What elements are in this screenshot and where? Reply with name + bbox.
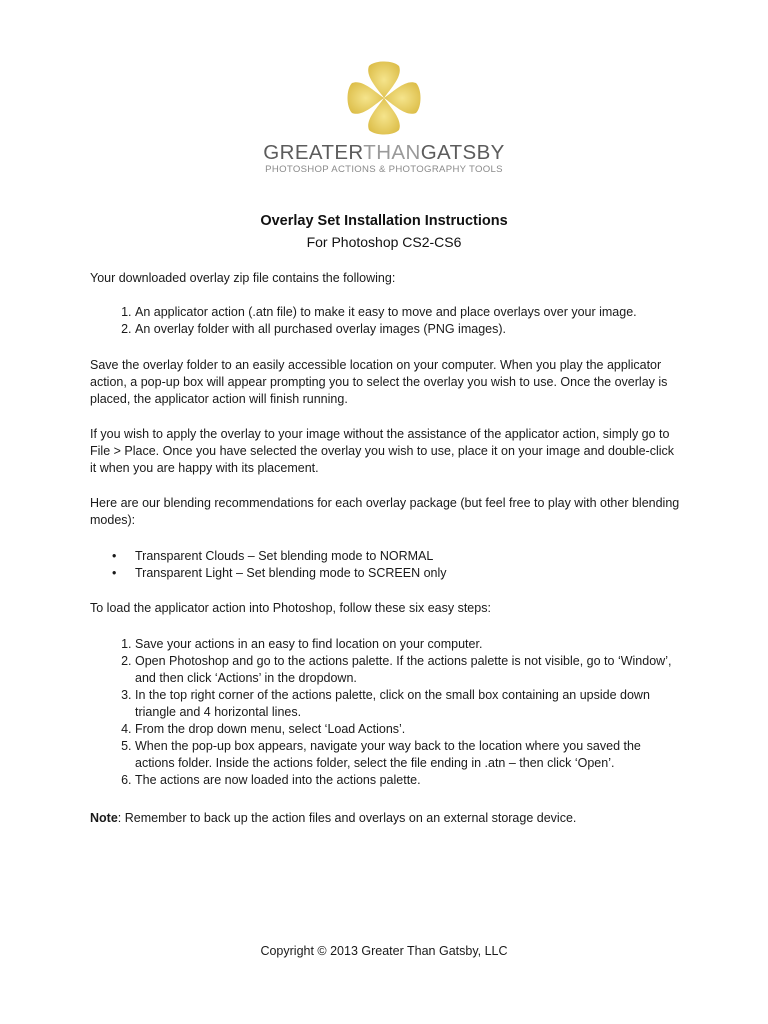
brand-tagline: PHOTOSHOP ACTIONS & PHOTOGRAPHY TOOLS [265, 164, 503, 175]
list-item: 6. The actions are now loaded into the actions palette. [135, 772, 680, 789]
list-item: 3. In the top right corner of the actions palette, click on the small box containing an upside down triangle and 4 horizontal lines. [135, 687, 680, 721]
list-item: 1. Save your actions in an easy to find location on your computer. [135, 636, 680, 653]
gold-cross-pattee-logo-icon [347, 60, 421, 136]
list-item: 5. When the pop-up box appears, navigate your way back to the location where you saved the actions folder. Inside the actions folder, select the file ending in .atn – then click ‘Open’. [135, 738, 680, 772]
list-item: 2. Open Photoshop and go to the actions palette. If the actions palette is not visible, go to ‘Window’, and then click ‘Actions’ in the dropdown. [135, 653, 680, 687]
contents-list [90, 304, 680, 338]
brand-name-part3: GATSBY [420, 141, 505, 164]
list-item: 2. An overlay folder with all purchased overlay images (PNG images). [135, 321, 680, 338]
brand-name-part1: GREATER [263, 141, 364, 164]
blend-paragraph: Here are our blending recommendations for each overlay package (but feel free to play with other blending modes): [90, 496, 680, 527]
brand-name-part2: THAN [363, 141, 421, 164]
page-title: Overlay Set Installation Instructions [260, 213, 508, 229]
blend-list [90, 548, 680, 582]
steps-intro: To load the applicator action into Photoshop, follow these six easy steps: [90, 601, 491, 615]
list-item: 1. An applicator action (.atn file) to make it easy to move and place overlays over your image. [135, 304, 680, 321]
list-item: 4. From the drop down menu, select ‘Load Actions’. [135, 721, 680, 738]
list-item: • Transparent Clouds – Set blending mode to NORMAL [135, 548, 680, 565]
intro-paragraph: Your downloaded overlay zip file contains the following: [90, 271, 396, 285]
manual-paragraph: If you wish to apply the overlay to your image without the assistance of the applicator action, simply go to File > Place. Once you have selected the overlay you wish to use, place it on your image and double-click it when you are happy with its placement. [90, 427, 675, 475]
note-text: : Remember to back up the action files and overlays on an external storage device. [117, 811, 577, 825]
copyright-footer: Copyright © 2013 Greater Than Gatsby, LLC [260, 944, 508, 958]
list-item: • Transparent Light – Set blending mode to SCREEN only [135, 565, 680, 582]
save-paragraph: Save the overlay folder to an easily accessible location on your computer. When you play the applicator action, a pop-up box will appear prompting you to select the overlay you wish to use. Once the overlay is placed, the applicator action will finish running. [90, 358, 668, 406]
note-paragraph [90, 810, 680, 827]
page-subtitle: For Photoshop CS2-CS6 [306, 234, 462, 250]
steps-list [90, 636, 680, 789]
brand-name [0, 141, 768, 165]
note-label: Note [90, 811, 118, 825]
